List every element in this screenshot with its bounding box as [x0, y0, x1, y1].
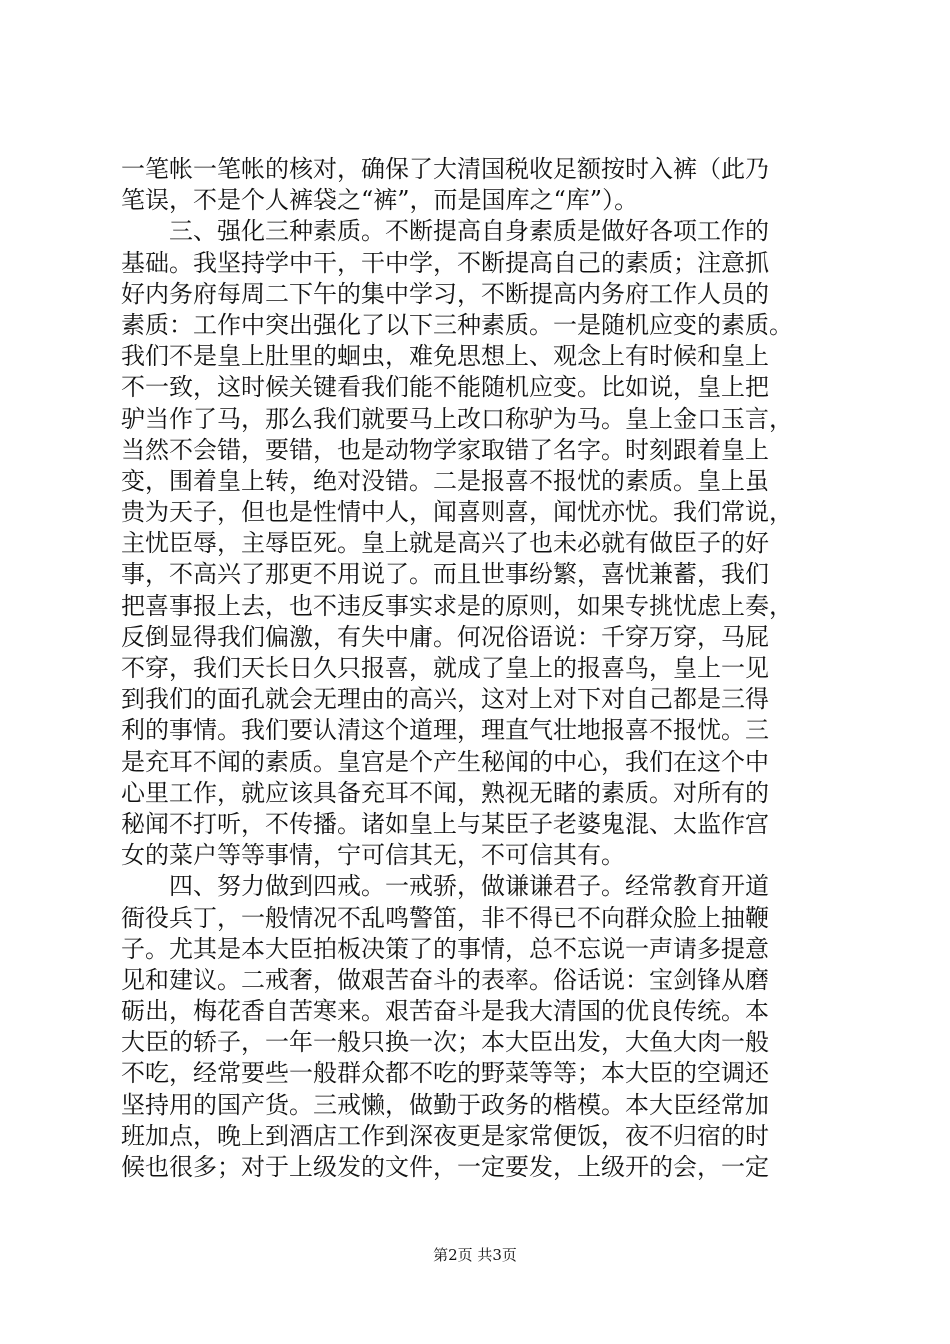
text-line: 三、强化三种素质。不断提高自身素质是做好各项工作的	[121, 217, 769, 246]
text-line: 好内务府每周二下午的集中学习，不断提高内务府工作人员的	[121, 279, 769, 308]
text-line: 贵为天子，但也是性情中人，闻喜则喜，闻忧亦忧。我们常说，	[121, 498, 793, 527]
text-line: 不穿，我们天长日久只报喜，就成了皇上的报喜鸟，皇上一见	[121, 654, 769, 682]
text-line: 秘闻不打听，不传播。诸如皇上与某臣子老婆鬼混、太监作宫	[121, 809, 769, 838]
text-line: 四、努力做到四戒。一戒骄，做谦谦君子。经常教育开道	[121, 872, 769, 901]
text-line: 砺出，梅花香自苦寒来。艰苦奋斗是我大清国的优良传统。本	[121, 997, 769, 1026]
text-line: 坚持用的国产货。三戒懒，做勤于政务的楷模。本大臣经常加	[121, 1090, 769, 1119]
text-line: 女的菜户等等事情，宁可信其无，不可信其有。	[121, 841, 625, 870]
text-line: 反倒显得我们偏激，有失中庸。何况俗语说：千穿万穿，马屁	[121, 622, 769, 651]
text-line: 子。尤其是本大臣拍板决策了的事情，总不忘说一声请多提意	[121, 934, 769, 963]
text-line: 心里工作，就应该具备充耳不闻，熟视无睹的素质。对所有的	[121, 778, 769, 807]
text-line: 衙役兵丁，一般情况不乱鸣警笛，非不得已不向群众脸上抽鞭	[121, 903, 769, 932]
text-line: 是充耳不闻的素质。皇宫是个产生秘闻的中心，我们在这个中	[121, 747, 769, 776]
text-line: 变，围着皇上转，绝对没错。二是报喜不报忧的素质。皇上虽	[121, 466, 769, 495]
text-line: 驴当作了马，那么我们就要马上改口称驴为马。皇上金口玉言，	[121, 404, 793, 433]
body-text	[121, 154, 841, 1183]
text-line: 班加点，晚上到酒店工作到深夜更是家常便饭，夜不归宿的时	[121, 1121, 769, 1150]
text-line: 基础。我坚持学中干，干中学，不断提高自己的素质；注意抓	[121, 248, 769, 277]
text-line: 见和建议。二戒奢，做艰苦奋斗的表率。俗话说：宝剑锋从磨	[121, 965, 769, 994]
text-line: 到我们的面孔就会无理由的高兴，这对上对下对自己都是三得	[121, 685, 769, 714]
text-line: 主忧臣辱，主辱臣死。皇上就是高兴了也未必就有做臣子的好	[121, 529, 769, 558]
text-line: 笔误，不是个人裤袋之“裤”，而是国库之“库”）。	[121, 186, 639, 215]
text-line: 一笔帐一笔帐的核对，确保了大清国税收足额按时入裤（此乃	[121, 155, 769, 183]
page-number-footer: 第2页 共3页	[433, 1246, 517, 1264]
text-line: 我们不是皇上肚里的蛔虫，难免思想上、观念上有时候和皇上	[121, 342, 769, 371]
text-line: 当然不会错，要错，也是动物学家取错了名字。时刻跟着皇上	[121, 435, 769, 464]
text-line: 事，不高兴了那更不用说了。而且世事纷繁，喜忧兼蓄，我们	[121, 560, 769, 589]
text-line: 大臣的轿子，一年一般只换一次；本大臣出发，大鱼大肉一般	[121, 1028, 769, 1057]
text-line: 利的事情。我们要认清这个道理，理直气壮地报喜不报忧。三	[121, 716, 769, 745]
text-line: 候也很多；对于上级发的文件，一定要发，上级开的会，一定	[121, 1153, 769, 1181]
text-line: 不一致，这时候关键看我们能不能随机应变。比如说，皇上把	[121, 373, 769, 402]
text-line: 素质：工作中突出强化了以下三种素质。一是随机应变的素质。	[121, 310, 793, 339]
text-line: 把喜事报上去，也不违反事实求是的原则，如果专挑忧虑上奏，	[121, 591, 793, 620]
text-line: 不吃，经常要些一般群众都不吃的野菜等等；本大臣的空调还	[121, 1059, 769, 1088]
